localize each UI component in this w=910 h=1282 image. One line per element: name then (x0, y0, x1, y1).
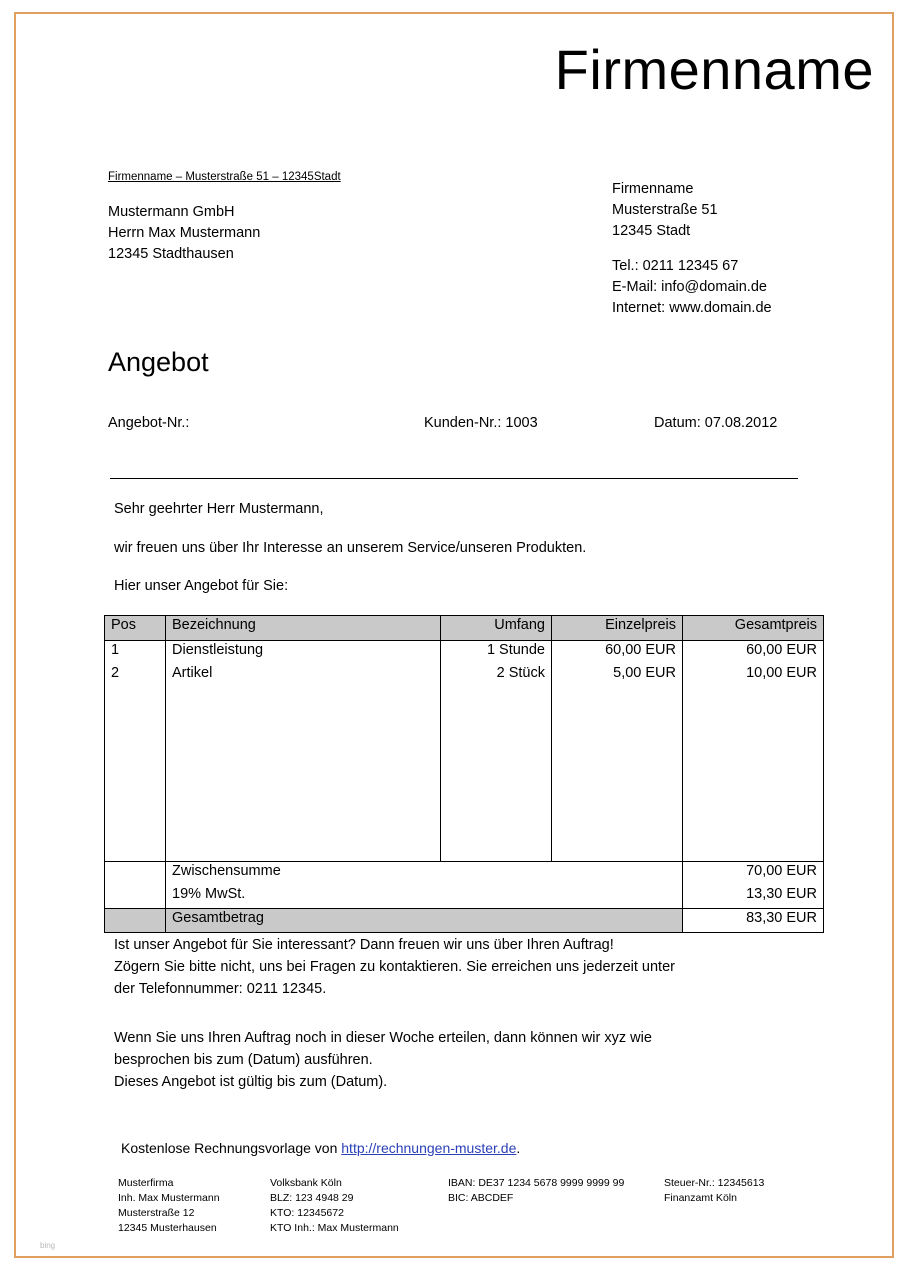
offer-number: Angebot-Nr.: (108, 415, 190, 431)
footer-c2-line-2: BLZ: 123 4948 29 (270, 1192, 354, 1204)
company-title: Firmenname (554, 38, 874, 101)
cell-total-price: 60,00 EUR (683, 641, 824, 665)
footer-column-iban (448, 1176, 624, 1206)
closing2-line-2: besprochen bis zum (Datum) ausführen. (114, 1052, 373, 1068)
table-empty-space-row (105, 687, 824, 862)
closing2-line-3: Dieses Angebot ist gültig bis zum (Datum). (114, 1074, 388, 1090)
subtotal-label: Zwischensumme (166, 862, 683, 886)
filler-unit-price (552, 687, 683, 862)
company-contact-block (612, 179, 772, 319)
tax-row (105, 885, 824, 909)
line-items-table (104, 615, 824, 933)
document-heading: Angebot (108, 347, 209, 377)
cell-description: Artikel (166, 664, 441, 687)
cell-quantity: 1 Stunde (441, 641, 552, 665)
cell-description: Dienstleistung (166, 641, 441, 665)
line-items-head (105, 616, 824, 641)
footer-c2-line-3: KTO: 12345672 (270, 1207, 344, 1219)
footer-c1-line-2: Inh. Max Mustermann (118, 1192, 220, 1204)
company-website: Internet: www.domain.de (612, 300, 772, 316)
cell-pos: 2 (105, 664, 166, 687)
credit-prefix: Kostenlose Rechnungsvorlage von (121, 1140, 342, 1156)
tax-value: 13,30 EUR (683, 885, 824, 909)
table-row (105, 641, 824, 665)
subtotal-value: 70,00 EUR (683, 862, 824, 886)
header-pos: Pos (105, 616, 166, 641)
footer-c1-line-1: Musterfirma (118, 1177, 174, 1189)
footer-column-bank (270, 1176, 399, 1236)
footer-c1-line-3: Musterstraße 12 (118, 1207, 195, 1219)
sender-return-address: Firmenname – Musterstraße 51 – 12345Stadt (108, 171, 341, 183)
closing-paragraph-1 (114, 934, 784, 1000)
header-total-price: Gesamtpreis (683, 616, 824, 641)
footer-c3-line-1: IBAN: DE37 1234 5678 9999 9999 99 (448, 1177, 625, 1189)
document-inner (16, 14, 892, 1256)
grand-total-label: Gesamtbetrag (166, 909, 683, 933)
watermark-tag: bing (40, 1241, 56, 1250)
header-quantity: Umfang (441, 616, 552, 641)
table-header-row (105, 616, 824, 641)
footer-c3-line-2: BIC: ABCDEF (448, 1192, 514, 1204)
salutation-text: Sehr geehrter Herr Mustermann, (114, 501, 324, 517)
document-date: Datum: 07.08.2012 (654, 415, 778, 431)
cell-quantity: 2 Stück (441, 664, 552, 687)
template-source-link[interactable]: http://rechnungen-muster.de (341, 1140, 517, 1156)
tax-label: 19% MwSt. (166, 885, 683, 909)
footer-c1-line-4: 12345 Musterhausen (118, 1222, 217, 1234)
filler-quantity (441, 687, 552, 862)
grand-total-row (105, 909, 824, 933)
recipient-line-2: Herrn Max Mustermann (108, 225, 261, 241)
footer-c2-line-4: KTO Inh.: Max Mustermann (270, 1222, 399, 1234)
recipient-line-3: 12345 Stadthausen (108, 246, 234, 262)
template-credit (121, 1140, 520, 1156)
grand-total-pos-cell (105, 909, 166, 933)
footer-c2-line-1: Volksbank Köln (270, 1177, 342, 1189)
filler-pos (105, 687, 166, 862)
subtotal-row (105, 862, 824, 886)
intro-text: wir freuen uns über Ihr Interesse an unserem Service/unseren Produkten. (114, 540, 587, 556)
recipient-line-1: Mustermann GmbH (108, 204, 235, 220)
cell-total-price: 10,00 EUR (683, 664, 824, 687)
company-street: Musterstraße 51 (612, 202, 718, 218)
lead-text: Hier unser Angebot für Sie: (114, 578, 289, 594)
document-page (14, 12, 894, 1258)
company-phone: Tel.: 0211 12345 67 (612, 258, 739, 274)
closing1-line-1: Ist unser Angebot für Sie interessant? Dann freuen wir uns über Ihren Auftrag! (114, 937, 614, 953)
filler-description (166, 687, 441, 862)
header-unit-price: Einzelpreis (552, 616, 683, 641)
closing1-line-3: der Telefonnummer: 0211 12345. (114, 981, 327, 997)
closing1-line-2: Zögern Sie bitte nicht, uns bei Fragen zu kontaktieren. Sie erreichen uns jederzeit unter (114, 959, 675, 975)
footer-column-tax (664, 1176, 764, 1206)
company-city: 12345 Stadt (612, 223, 691, 239)
horizontal-divider (110, 478, 798, 479)
footer-c4-line-1: Steuer-Nr.: 12345613 (664, 1177, 765, 1189)
footer-column-company (118, 1176, 220, 1236)
company-name: Firmenname (612, 181, 694, 197)
grand-total-value: 83,30 EUR (683, 909, 824, 933)
line-items-body (105, 641, 824, 933)
header-description: Bezeichnung (166, 616, 441, 641)
recipient-address-block (108, 202, 260, 265)
filler-total-price (683, 687, 824, 862)
credit-suffix: . (516, 1140, 521, 1156)
subtotal-pos-cell (105, 862, 166, 886)
cell-unit-price: 5,00 EUR (552, 664, 683, 687)
footer-c4-line-2: Finanzamt Köln (664, 1192, 737, 1204)
company-block-spacer (612, 242, 772, 256)
cell-unit-price: 60,00 EUR (552, 641, 683, 665)
closing-paragraph-2 (114, 1027, 784, 1093)
cell-pos: 1 (105, 641, 166, 665)
tax-pos-cell (105, 885, 166, 909)
customer-number: Kunden-Nr.: 1003 (424, 415, 538, 431)
table-row (105, 664, 824, 687)
company-email: E-Mail: info@domain.de (612, 279, 767, 295)
closing2-line-1: Wenn Sie uns Ihren Auftrag noch in dieser Woche erteilen, dann können wir xyz wie (114, 1030, 652, 1046)
